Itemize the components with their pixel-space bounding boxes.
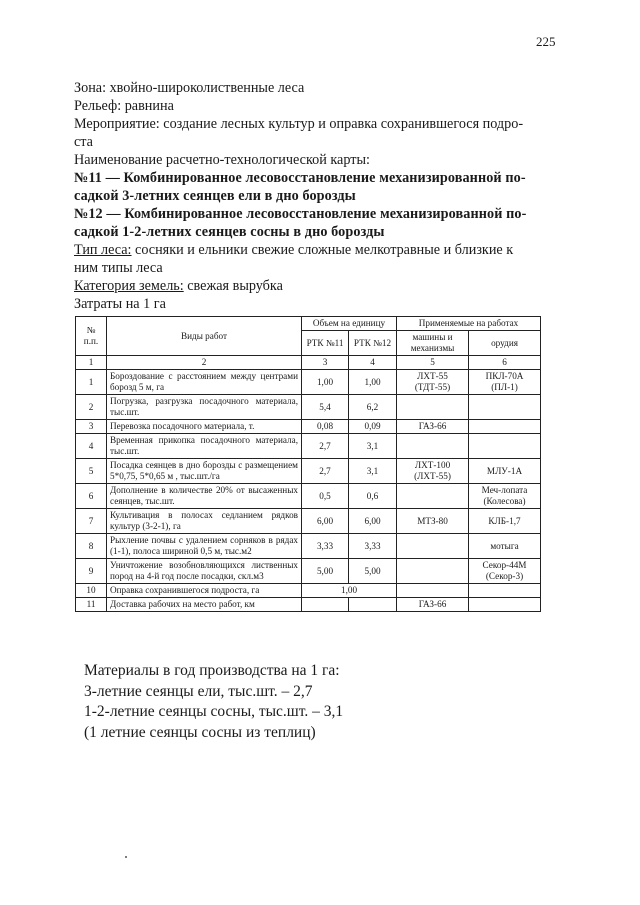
row-rtk11 [302, 598, 349, 612]
row-rtk12: 3,33 [349, 534, 397, 559]
row-tools: ПКЛ-70А (ПЛ-1) [469, 370, 541, 395]
row-machines: МТЗ-80 [397, 509, 469, 534]
header-rtk12: РТК №12 [349, 331, 397, 356]
materials-item: 3-летние сеянцы ели, тыс.шт. – 2,7 [84, 682, 313, 700]
row-num: 9 [76, 559, 107, 584]
table-row [76, 584, 541, 598]
row-work: Временная прикопка посадочного материала, тыс.шт. [107, 434, 302, 459]
land-category-value: свежая вырубка [183, 278, 283, 294]
row-rtk11: 2,7 [302, 459, 349, 484]
header-tools: орудия [469, 331, 541, 356]
card12-title: №12 — Комбинированное лесовосстановление механизированной по- [74, 206, 527, 222]
table-row [76, 434, 541, 459]
row-num: 5 [76, 459, 107, 484]
table-row [76, 484, 541, 509]
row-work: Оправка сохранившегося подроста, га [107, 584, 302, 598]
activity-text-cont: ста [74, 134, 93, 150]
forest-type [74, 241, 562, 259]
row-rtk11: 6,00 [302, 509, 349, 534]
table-row [76, 534, 541, 559]
index-cell: 4 [349, 356, 397, 370]
table-row [76, 459, 541, 484]
index-cell: 1 [76, 356, 107, 370]
row-num: 2 [76, 395, 107, 420]
row-work: Посадка сеянцев в дно борозды с размещением 5*0,75, 5*0,65 м , тыс.шт./га [107, 459, 302, 484]
row-num: 1 [76, 370, 107, 395]
row-rtk12: 3,1 [349, 434, 397, 459]
index-cell: 3 [302, 356, 349, 370]
header-num: № п.п. [76, 317, 107, 356]
row-num: 4 [76, 434, 107, 459]
costs-text: Затраты на 1 га [74, 296, 166, 312]
row-machines [397, 534, 469, 559]
row-rtk12: 6,00 [349, 509, 397, 534]
header-volume-group: Объем на единицу [302, 317, 397, 331]
row-num: 3 [76, 420, 107, 434]
row-rtk12: 0,6 [349, 484, 397, 509]
header-block [74, 79, 562, 313]
row-rtk12: 0,09 [349, 420, 397, 434]
land-category [74, 277, 562, 295]
row-tools [469, 420, 541, 434]
row-tools [469, 395, 541, 420]
row-tools: КЛБ-1,7 [469, 509, 541, 534]
row-rtk11: 5,4 [302, 395, 349, 420]
zone-text: Зона: хвойно-широколиственные леса [74, 80, 305, 96]
index-row [76, 356, 541, 370]
table-row [76, 420, 541, 434]
index-cell: 5 [397, 356, 469, 370]
row-num: 8 [76, 534, 107, 559]
row-rtk11: 5,00 [302, 559, 349, 584]
page-number: 225 [536, 34, 556, 49]
row-tools: мотыга [469, 534, 541, 559]
card11-title: №11 — Комбинированное лесовосстановление механизированной по- [74, 170, 526, 186]
header-works: Виды работ [107, 317, 302, 356]
row-tools [469, 584, 541, 598]
row-num: 11 [76, 598, 107, 612]
activity-text: Мероприятие: создание лесных культур и оправка сохранившегося подро- [74, 116, 524, 132]
index-cell: 6 [469, 356, 541, 370]
row-machines [397, 434, 469, 459]
card11-title-cont: садкой 3-летних сеянцев ели в дно борозды [74, 188, 356, 204]
row-rtk11: 3,33 [302, 534, 349, 559]
row-rtk12: 1,00 [349, 370, 397, 395]
row-rtk12 [349, 598, 397, 612]
row-rtk11: 0,5 [302, 484, 349, 509]
scan-speck [125, 856, 127, 858]
row-rtk11: 2,7 [302, 434, 349, 459]
header-applied-group: Применяемые на работах [397, 317, 541, 331]
row-machines: ГАЗ-66 [397, 420, 469, 434]
materials-heading: Материалы в год производства на 1 га: [84, 662, 340, 679]
header-machines: машины и механизмы [397, 331, 469, 356]
row-machines [397, 559, 469, 584]
materials-note: (1 летние сеянцы сосны из теплиц) [84, 723, 316, 741]
row-work: Уничтожение возобновляющихся лиственных пород на 4-й год после посадки, скл.м3 [107, 559, 302, 584]
header-rtk11: РТК №11 [302, 331, 349, 356]
row-work: Погрузка, разгрузка посадочного материала, тыс.шт. [107, 395, 302, 420]
table-row [76, 559, 541, 584]
table-row [76, 370, 541, 395]
materials-item: 1-2-летние сеянцы сосны, тыс.шт. – 3,1 [84, 703, 344, 720]
row-tools [469, 434, 541, 459]
row-machines [397, 395, 469, 420]
row-rtk11: 1,00 [302, 370, 349, 395]
row-machines [397, 484, 469, 509]
row-tools: Меч-лопата (Колесова) [469, 484, 541, 509]
row-work: Доставка рабочих на место работ, км [107, 598, 302, 612]
table-row [76, 509, 541, 534]
row-rtk12: 6,2 [349, 395, 397, 420]
row-machines: ЛХТ-100 (ЛХТ-55) [397, 459, 469, 484]
row-machines: ЛХТ-55 (ТДТ-55) [397, 370, 469, 395]
relief-text: Рельеф: равнина [74, 98, 174, 114]
card-name-text: Наименование расчетно-технологической карты: [74, 152, 370, 168]
row-rtk12: 3,1 [349, 459, 397, 484]
forest-type-label: Тип леса: [74, 242, 132, 258]
row-machines: ГАЗ-66 [397, 598, 469, 612]
row-tools [469, 598, 541, 612]
forest-type-cont: ним типы леса [74, 260, 163, 276]
row-rtk12: 5,00 [349, 559, 397, 584]
row-num: 10 [76, 584, 107, 598]
row-num: 6 [76, 484, 107, 509]
row-tools: МЛУ-1А [469, 459, 541, 484]
row-work: Культивация в полосах седланием рядков культур (3-2-1), га [107, 509, 302, 534]
row-rtk-merged: 1,00 [302, 584, 397, 598]
row-work: Дополнение в количестве 20% от высаженных сеянцев, тыс.шт. [107, 484, 302, 509]
index-cell: 2 [107, 356, 302, 370]
forest-type-value: сосняки и ельники свежие сложные мелкотравные и близкие к [131, 242, 514, 258]
materials-block [84, 661, 504, 743]
row-tools: Секор-44М (Секор-3) [469, 559, 541, 584]
row-work: Рыхление почвы с удалением сорняков в рядах (1-1), полоса шириной 0,5 м, тыс.м2 [107, 534, 302, 559]
card12-title-cont: садкой 1-2-летних сеянцев сосны в дно борозды [74, 224, 385, 240]
row-machines [397, 584, 469, 598]
row-rtk11: 0,08 [302, 420, 349, 434]
table-row [76, 598, 541, 612]
row-num: 7 [76, 509, 107, 534]
row-work: Перевозка посадочного материала, т. [107, 420, 302, 434]
land-category-label: Категория земель: [74, 278, 184, 294]
works-table [75, 316, 541, 612]
row-work: Бороздование с расстоянием между центрами борозд 5 м, га [107, 370, 302, 395]
table-row [76, 395, 541, 420]
